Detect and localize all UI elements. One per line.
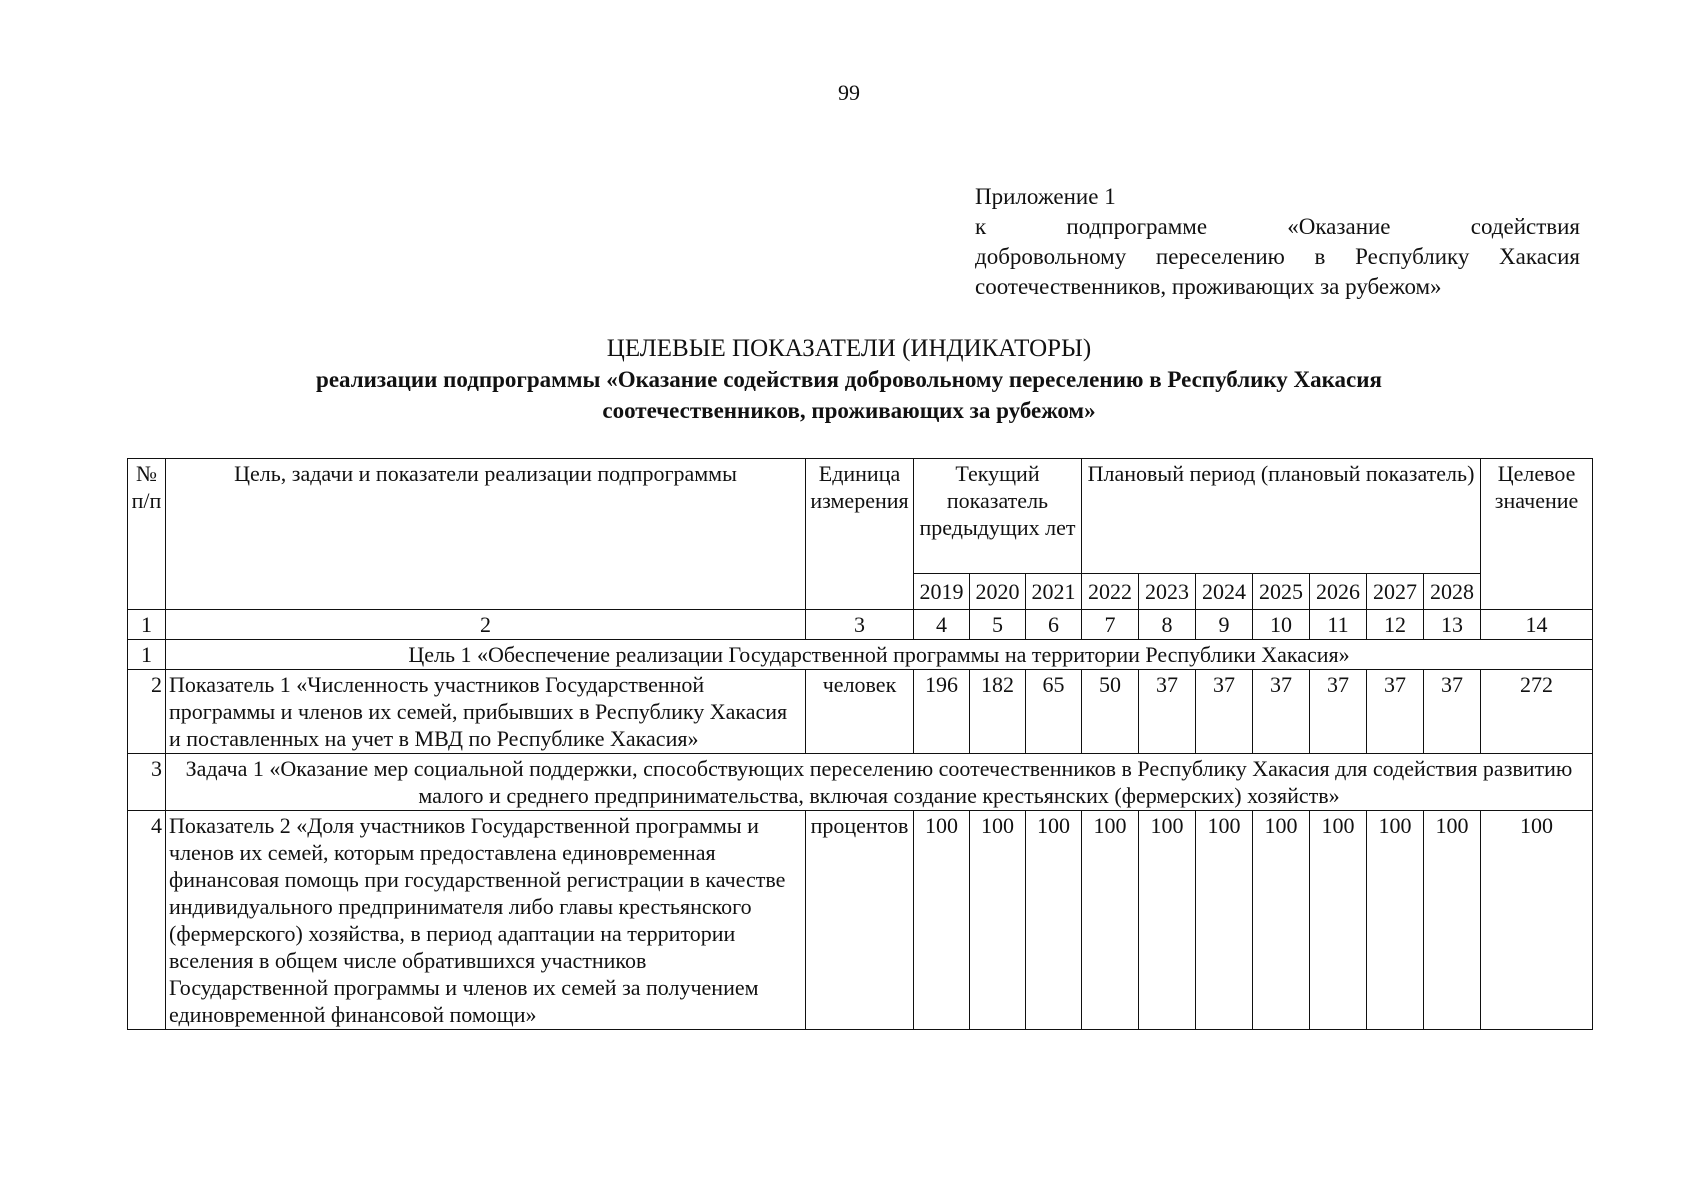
year-cell: 2024 — [1196, 574, 1253, 610]
appendix-line-2: к подпрограмме «Оказание содействия — [975, 214, 1581, 239]
column-number: 3 — [806, 610, 914, 640]
column-number: 10 — [1253, 610, 1310, 640]
header-planned: Плановый период (плановый показатель) — [1082, 459, 1481, 574]
header-num: № п/п — [128, 459, 166, 610]
appendix-line-4: соотечественников, проживающих за рубежом» — [975, 274, 1442, 299]
value-cell: 100 — [1082, 811, 1139, 1030]
task-row — [128, 754, 1593, 811]
column-number: 6 — [1026, 610, 1082, 640]
row-num: 3 — [128, 754, 166, 811]
value-cell: 65 — [1026, 670, 1082, 754]
value-cell: 100 — [1253, 811, 1310, 1030]
target-cell: 272 — [1481, 670, 1593, 754]
column-number: 13 — [1424, 610, 1481, 640]
indicator-unit: человек — [806, 670, 914, 754]
value-cell: 100 — [970, 811, 1026, 1030]
page-number: 99 — [838, 80, 860, 105]
column-number: 12 — [1367, 610, 1424, 640]
indicator-unit: процентов — [806, 811, 914, 1030]
value-cell: 100 — [1026, 811, 1082, 1030]
appendix-title: Приложение 1 — [975, 184, 1116, 209]
header-unit: Единица измерения — [806, 459, 914, 610]
year-cell: 2020 — [970, 574, 1026, 610]
year-cell: 2028 — [1424, 574, 1481, 610]
heading-main: ЦЕЛЕВЫЕ ПОКАЗАТЕЛИ (ИНДИКАТОРЫ) — [606, 335, 1092, 362]
value-cell: 37 — [1310, 670, 1367, 754]
column-number: 11 — [1310, 610, 1367, 640]
header-goal: Цель, задачи и показатели реализации подпрограммы — [166, 459, 806, 610]
value-cell: 196 — [914, 670, 970, 754]
heading-sub-2: соотечественников, проживающих за рубежом» — [602, 398, 1096, 423]
indicator-text: Показатель 2 «Доля участников Государственной программы и членов их семей, которым предоставлена единовременная финансовая помощь при государственной регистрации в качестве индивидуального предпринимателя либо главы крестьянского (фермерского) хозяйства, в период адаптации на территории вселения в общем числе обратившихся участников Государственной программы и членов их семей за получением единовременной финансовой помощи» — [166, 811, 806, 1030]
year-cell: 2022 — [1082, 574, 1139, 610]
indicator-2-row — [128, 811, 1593, 1030]
heading-sub-1: реализации подпрограммы «Оказание содействия добровольному переселению в Республику Хакасия — [316, 367, 1382, 392]
column-number: 14 — [1481, 610, 1593, 640]
target-cell: 100 — [1481, 811, 1593, 1030]
value-cell: 182 — [970, 670, 1026, 754]
value-cell: 100 — [914, 811, 970, 1030]
task-text: Задача 1 «Оказание мер социальной поддержки, способствующих переселению соотечественников в Республику Хакасия для содействия развитию малого и среднего предпринимательства, включая создание крестьянских (фермерских) хозяйств» — [166, 754, 1593, 811]
value-cell: 100 — [1424, 811, 1481, 1030]
row-num: 4 — [128, 811, 166, 1030]
goal-row — [128, 640, 1593, 670]
column-number: 4 — [914, 610, 970, 640]
value-cell: 100 — [1310, 811, 1367, 1030]
indicator-text: Показатель 1 «Численность участников Государственной программы и членов их семей, прибывших в Республику Хакасия и поставленных на учет в МВД по Республике Хакасия» — [166, 670, 806, 754]
year-cell: 2023 — [1139, 574, 1196, 610]
value-cell: 100 — [1139, 811, 1196, 1030]
document-heading — [0, 333, 1698, 426]
value-cell: 37 — [1367, 670, 1424, 754]
header-target: Целевое значение — [1481, 459, 1593, 610]
appendix-line-3: добровольному переселению в Республику Хакасия — [975, 244, 1580, 269]
appendix-note — [975, 182, 1580, 302]
year-cell: 2019 — [914, 574, 970, 610]
goal-text: Цель 1 «Обеспечение реализации Государственной программы на территории Республики Хакасия» — [166, 640, 1593, 670]
year-cell: 2026 — [1310, 574, 1367, 610]
column-number: 7 — [1082, 610, 1139, 640]
value-cell: 100 — [1367, 811, 1424, 1030]
column-number: 9 — [1196, 610, 1253, 640]
header-current: Текущий показатель предыдущих лет — [914, 459, 1082, 574]
year-cell: 2027 — [1367, 574, 1424, 610]
column-number: 5 — [970, 610, 1026, 640]
column-number: 2 — [166, 610, 806, 640]
value-cell: 37 — [1139, 670, 1196, 754]
indicator-1-row — [128, 670, 1593, 754]
row-num: 2 — [128, 670, 166, 754]
header-row-1 — [128, 459, 1593, 574]
row-num: 1 — [128, 640, 166, 670]
year-cell: 2025 — [1253, 574, 1310, 610]
value-cell: 37 — [1196, 670, 1253, 754]
column-number: 8 — [1139, 610, 1196, 640]
value-cell: 37 — [1424, 670, 1481, 754]
value-cell: 50 — [1082, 670, 1139, 754]
indicators-table — [127, 458, 1593, 1030]
year-cell: 2021 — [1026, 574, 1082, 610]
column-number: 1 — [128, 610, 166, 640]
value-cell: 100 — [1196, 811, 1253, 1030]
column-numbers-row — [128, 610, 1593, 640]
value-cell: 37 — [1253, 670, 1310, 754]
